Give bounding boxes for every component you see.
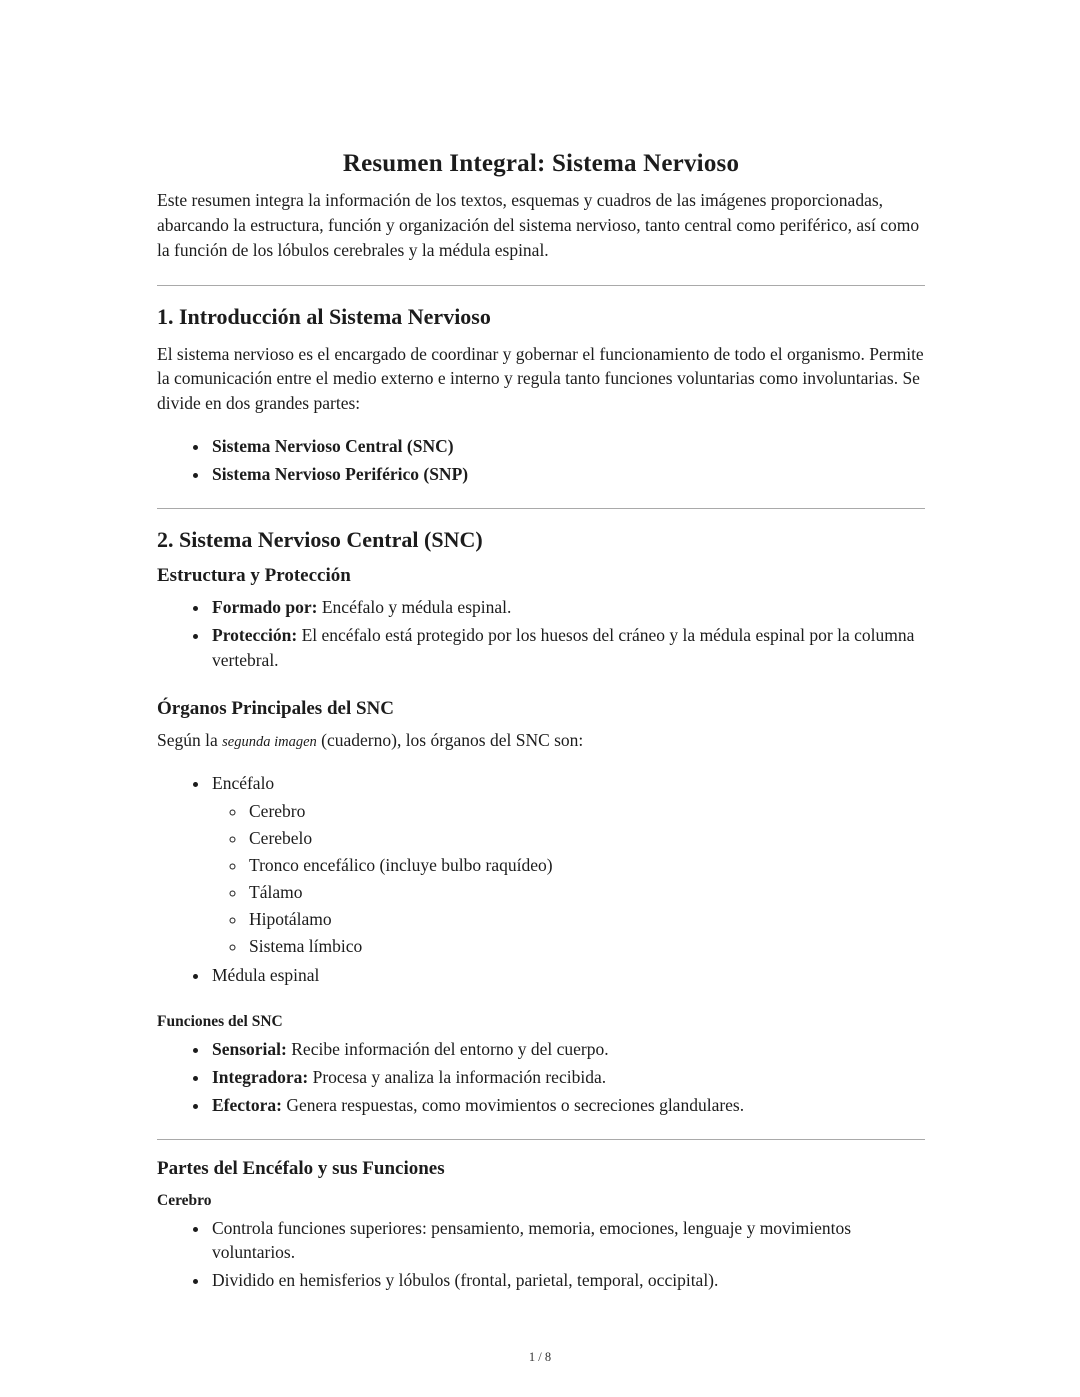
estructura-list — [157, 595, 925, 671]
section-divider — [157, 508, 925, 509]
organos-list — [157, 771, 925, 987]
list-item — [210, 1216, 925, 1264]
list-item-text: Genera respuestas, como movimientos o secreciones glandulares. — [281, 1095, 745, 1116]
section-1-list — [157, 434, 925, 486]
section-divider — [157, 285, 925, 286]
list-item-bold: Formado por: — [212, 597, 318, 618]
list-item-bold: Protección: — [212, 625, 298, 646]
list-item-text: Médula espinal — [212, 964, 320, 985]
sublist-item — [247, 934, 925, 958]
sublist-item — [247, 853, 925, 877]
list-item — [210, 771, 925, 959]
list-item-text: El encéfalo está protegido por los huesos del cráneo y la médula espinal por la columna vertebral. — [212, 625, 915, 670]
list-item — [210, 462, 925, 486]
cerebro-list — [157, 1216, 925, 1292]
list-item-bold: Sistema Nervioso Periférico (SNP) — [212, 464, 469, 485]
list-item-bold: Integradora: — [212, 1066, 309, 1087]
sublist-item — [247, 826, 925, 850]
sublist-item-text: Hipotálamo — [249, 909, 332, 930]
list-item — [210, 963, 925, 987]
list-item-text: Procesa y analiza la información recibida. — [308, 1066, 607, 1087]
partes-heading: Partes del Encéfalo y sus Funciones — [157, 1158, 445, 1180]
list-item — [210, 1065, 925, 1089]
section-2-heading: 2. Sistema Nervioso Central (SNC) — [157, 527, 483, 553]
sublist-item — [247, 907, 925, 931]
list-item — [210, 1093, 925, 1117]
list-item-text: Recibe información del entorno y del cuerpo. — [286, 1038, 609, 1059]
sublist-item — [247, 799, 925, 823]
sublist-item — [247, 880, 925, 904]
organos-heading: Órganos Principales del SNC — [157, 697, 394, 719]
sublist-item-text: Cerebro — [249, 800, 306, 821]
list-item-bold: Sensorial: — [212, 1038, 287, 1059]
list-item-text: Controla funciones superiores: pensamiento, memoria, emociones, lenguaje y movimientos voluntarios. — [212, 1218, 852, 1263]
list-item — [210, 623, 925, 671]
list-item — [210, 1037, 925, 1061]
cerebro-heading: Cerebro — [157, 1192, 212, 1210]
list-item-text: Encéfalo y médula espinal. — [317, 597, 512, 618]
sublist-item-text: Cerebelo — [249, 827, 313, 848]
organos-intro — [157, 728, 925, 753]
sublist-item-text: Tálamo — [249, 882, 303, 903]
list-item-bold: Sistema Nervioso Central (SNC) — [212, 436, 454, 457]
organos-intro-italic: segunda imagen — [222, 733, 317, 750]
organos-intro-prefix: Según la — [157, 729, 223, 750]
intro-paragraph: Este resumen integra la información de los textos, esquemas y cuadros de las imágenes proporcionadas, abarcando la estructura, función y organización del sistema nervioso, tanto central como periférico, así como la función de los lóbulos cerebrales y la médula espinal. — [157, 190, 920, 260]
estructura-heading: Estructura y Protección — [157, 565, 351, 587]
list-item — [210, 434, 925, 458]
organos-sublist — [212, 799, 925, 959]
page-title: Resumen Integral: Sistema Nervioso — [342, 150, 740, 177]
sublist-item-text: Sistema límbico — [249, 936, 363, 957]
list-item — [210, 1268, 925, 1292]
list-item-bold: Efectora: — [212, 1095, 282, 1116]
section-1-heading: 1. Introducción al Sistema Nervioso — [157, 303, 491, 329]
list-item-text: Encéfalo — [212, 772, 275, 793]
list-item — [210, 595, 925, 619]
section-1-paragraph: El sistema nervioso es el encargado de coordinar y gobernar el funcionamiento de todo el organismo. Permite la comunicación entre el medio externo e interno y regula tanto funciones voluntarias como involuntarias. Se divide en dos grandes partes: — [157, 343, 924, 414]
funciones-list — [157, 1037, 925, 1117]
section-divider — [157, 1139, 925, 1140]
list-item-text: Dividido en hemisferios y lóbulos (frontal, parietal, temporal, occipital). — [212, 1270, 719, 1291]
sublist-item-text: Tronco encefálico (incluye bulbo raquídeo) — [249, 855, 553, 876]
organos-intro-suffix: (cuaderno), los órganos del SNC son: — [316, 729, 584, 750]
page-number: 1 / 8 — [528, 1350, 552, 1364]
funciones-heading: Funciones del SNC — [157, 1012, 283, 1030]
